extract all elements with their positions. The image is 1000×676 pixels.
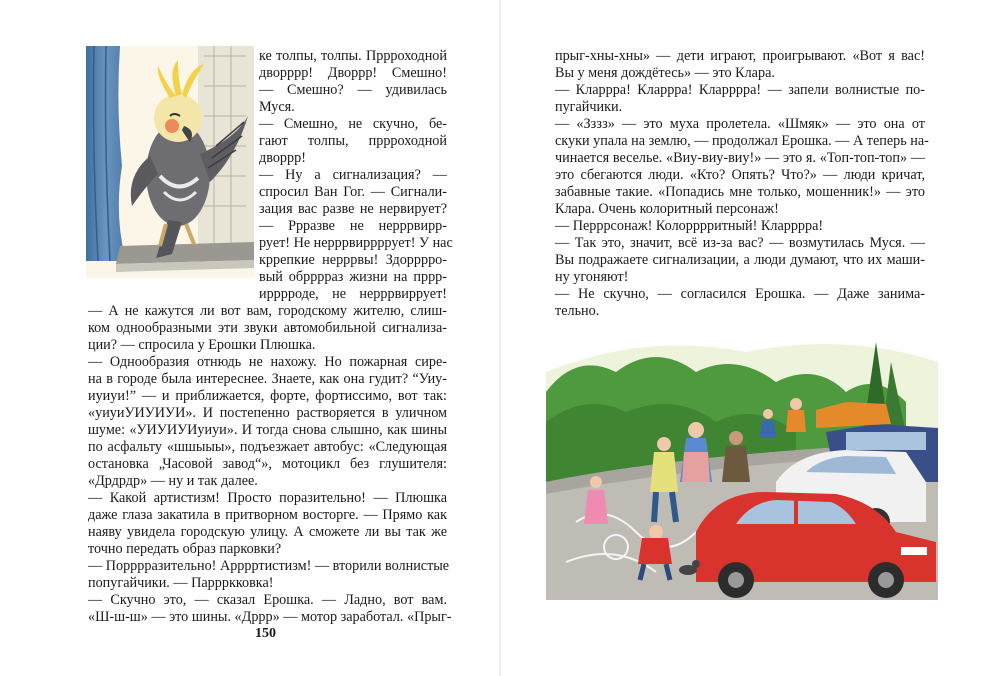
text-line: на в городе была интереснее. Знаете, как она гудит? “Уиу-	[88, 371, 447, 387]
text-line: чинается веселье. «Виу-виу-виу!» — это я. «Топ-топ-топ» —	[555, 150, 925, 166]
text-line: — Какой артистизм! Просто поразительно! — Плюшка	[88, 490, 447, 506]
text-line: скуки упала на землю, — продолжал Ерошка. — А теперь на-	[555, 133, 929, 149]
text-line: тельно.	[555, 303, 600, 319]
text-line: — Так это, значит, всё из-за вас? — возмутилась Муся. —	[555, 235, 925, 251]
text-line: — Ну а сигнализация? —	[259, 167, 447, 183]
text-line: спросил Ван Гог. — Сигнали-	[259, 184, 447, 200]
right-page	[500, 0, 1000, 676]
text-line: забавные такие. «Попадись мне только, мошенник!» — это	[555, 184, 925, 200]
parrot-illustration	[86, 46, 254, 278]
text-line: — Перррсонаж! Колорррритный! Кларррра!	[555, 218, 824, 234]
text-line: вый обрррраз жизни на пррр-	[259, 269, 447, 285]
text-line: — Порррразительно! Арррртистизм! — вторили волнистые	[88, 558, 450, 574]
text-line: зация вас разве не нервирует?	[259, 201, 447, 217]
text-line: это сбегаются люди. «Кто? Опять? Что?» — люди кричат,	[555, 167, 925, 183]
text-line: — Скучно это, — сказал Ерошка. — Ладно, вот вам.	[88, 592, 447, 608]
text-line: точно передать образ парковки?	[88, 541, 282, 557]
text-line: наяву увидела городскую улицу. А сможете ли вы так же	[88, 524, 447, 540]
text-line: — Смешно, не скучно, бе-	[259, 116, 447, 132]
text-line: прыг-хны-хны» — дети играют, проигрывают. «Вот я вас!	[555, 48, 925, 64]
text-line: ции? — спросила у Ерошки Плюшка.	[88, 337, 316, 353]
text-line: — Смешно? — удивилась	[259, 82, 447, 98]
text-line: — Ррразве не нерррвирр-	[259, 218, 447, 234]
text-line: Муся.	[259, 99, 295, 115]
text-line: дворррр! Дворрр! Смешно!	[259, 65, 447, 81]
text-line: даже глаза закатила в притворном восторге. — Прямо как	[88, 507, 447, 523]
text-line: иуиуи!” — и приближается, форте, фортиссимо, вот так:	[88, 388, 447, 404]
text-line: ну угоняют!	[555, 269, 629, 285]
text-line: — Однообразия отнюдь не нахожу. Но пожарная сире-	[88, 354, 447, 370]
text-line: кррепкие нерррвы! Здорррро-	[259, 252, 447, 268]
text-line: ке толпы, толпы. Пррроходной	[259, 48, 447, 64]
text-line: остановка „Часовой завод“», мотоцикл без глушителя:	[88, 456, 447, 472]
text-line: рует! Не нерррвиррррует! У нас	[259, 235, 453, 251]
text-line: гают толпы, пррроходной	[259, 133, 447, 149]
text-line: — Кларрра! Кларрра! Кларррра! — запели волнистые по-	[555, 82, 925, 98]
text-line: — А не кажутся ли вот вам, городскому жителю, слиш-	[88, 303, 447, 319]
text-line: «уиуиУИУИУИ». И постепенно растворяется в уличном	[88, 405, 447, 421]
text-line: Клара. Очень колоритный персонаж!	[555, 201, 779, 217]
text-line: попугайчики. — Паррркковка!	[88, 575, 274, 591]
text-line: ком однообразными эти звуки автомобильной сигнализа-	[88, 320, 447, 336]
text-line: пугайчики.	[555, 99, 623, 115]
text-line: ирррроде, не нерррвиррует!	[259, 286, 447, 302]
page-number: 150	[255, 626, 276, 641]
text-line: «Дрдрдр» — ну и так далее.	[88, 473, 258, 489]
text-line: Вы у меня дождётесь» — это Клара.	[555, 65, 775, 81]
parking-illustration	[546, 332, 938, 600]
text-line: по асфальту «шшыыы», подъезжает автобус: «Следующая	[88, 439, 447, 455]
text-line: Вы подражаете сигнализации, а люди думают, что их маши-	[555, 252, 925, 268]
text-line: «Ш-ш-ш» — это шины. «Дррр» — мотор заработал. «Прыг-	[88, 609, 452, 625]
text-line: — Не скучно, — согласился Ерошка. — Даже занима-	[555, 286, 925, 302]
text-line: дворрр!	[259, 150, 306, 166]
text-line: — «Зззз» — это муха пролетела. «Шмяк» — это она от	[555, 116, 925, 132]
text-line: шуме: «УИУИУИуиуи». И тогда снова слышно, как шины	[88, 422, 447, 438]
